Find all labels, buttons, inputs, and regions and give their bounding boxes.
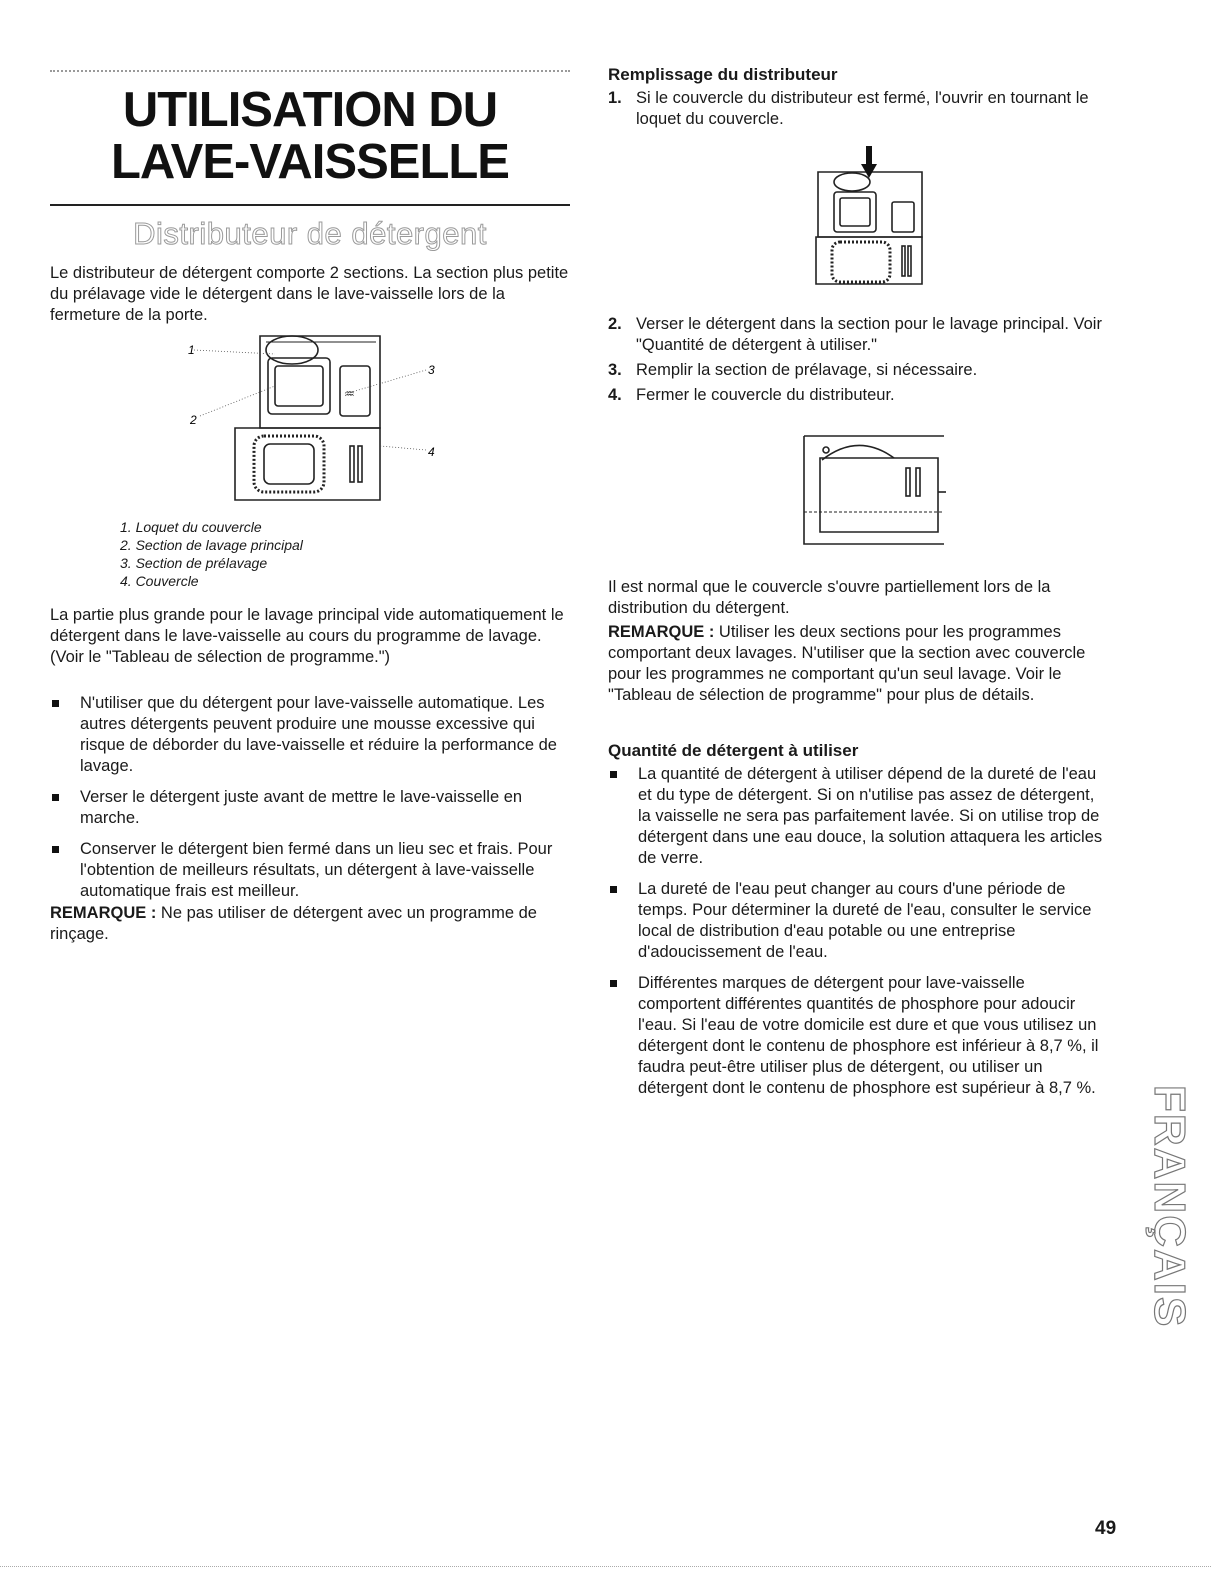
remark-text: Ne pas utiliser de détergent avec un programme de rinçage. [50,904,537,943]
list-item [608,764,1108,869]
main-wash-paragraph: La partie plus grande pour le lavage principal vide automatiquement le détergent dans le lave-vaisselle au cours du programme de lavage. (Voir le "Tableau de sélection de programme.") [50,606,564,666]
list-item [608,360,1118,381]
caption-list [120,518,303,590]
filling-heading: Remplissage du distributeur [608,65,838,84]
language-side-label [1145,1085,1200,1385]
page-number: 49 [1095,1518,1117,1539]
list-item [608,973,1108,1099]
quantity-heading: Quantité de détergent à utiliser [608,741,859,760]
callout-2: 2 [190,413,197,427]
list-item-text: N'utiliser que du détergent pour lave-vaisselle automatique. Les autres détergents peuvent produire une mousse excessive qui risque de déborder du lave-vaisselle et réduire la performance de lavage. [80,694,557,775]
remark-left [50,903,570,945]
bullet-icon [52,794,59,801]
quantity-list [608,764,1108,1109]
title-line-2: LAVE-VAISSELLE [110,135,509,189]
callout-3: 3 [428,363,435,377]
bullet-icon [52,700,59,707]
bottom-dotted-rule [0,1566,1211,1567]
top-dotted-rule [50,70,570,72]
list-item [608,879,1108,963]
list-item-text: Différentes marques de détergent pour lave-vaisselle comportent différentes quantités de phosphore pour adoucir l'eau. Si l'eau de votre domicile est dure et que vous utilisez un détergent dont le contenu de phosphore est inférieur à 8,7 %, il faudra peut-être utiliser plus de détergent, ou utiliser un détergent dont le contenu de phosphore est supérieur à 8,7 %. [638,974,1099,1097]
list-item-text: La dureté de l'eau peut changer au cours d'une période de temps. Pour déterminer la dureté de l'eau, consulter le service local de distribution d'eau potable ou une entreprise d'adoucissement de l'eau. [638,880,1092,961]
step-number: 3. [608,361,622,379]
remark-label: REMARQUE : [50,904,157,922]
list-item-text: La quantité de détergent à utiliser dépend de la dureté de l'eau et du type de détergent. Si on n'utilise pas assez de détergent, la vaisselle ne sera pas parfaitement lavée. Si on utilise trop de détergent dans une eau douce, la solution attaquera les articles de verre. [638,765,1103,867]
list-item-text: Conserver le détergent bien fermé dans un lieu sec et frais. Pour l'obtention de meilleurs résultats, un détergent à lave-vaisselle automatique frais est meilleur. [80,840,553,900]
step-number: 4. [608,386,622,404]
dispenser-closed-illustration [798,428,950,550]
svg-text:♒: ♒ [344,387,355,401]
list-item [608,88,1108,130]
normal-open-paragraph: Il est normal que le couvercle s'ouvre partiellement lors de la distribution du détergent. [608,578,1051,617]
remark-label: REMARQUE : [608,623,715,641]
step-text: Verser le détergent dans la section pour le lavage principal. Voir "Quantité de détergent à utiliser." [636,315,1102,354]
caption-2: 2. Section de lavage principal [120,537,303,553]
callout-4: 4 [428,445,435,459]
list-item [608,385,1118,406]
caption-4: 4. Couvercle [120,573,199,589]
bullet-icon [610,980,617,987]
caption-1: 1. Loquet du couvercle [120,519,262,535]
steps-2-4 [608,314,1118,410]
title-rule [50,204,570,206]
list-item-text: Verser le détergent juste avant de mettre le lave-vaisselle en marche. [80,788,523,827]
bullet-icon [610,886,617,893]
dispenser-latch-illustration [812,142,932,290]
title-line-1: UTILISATION DU [122,83,498,137]
step-number: 1. [608,89,622,107]
detergent-tips-list [50,693,570,912]
list-item [50,839,570,902]
remark-right [608,622,1108,706]
step-text: Remplir la section de prélavage, si nécessaire. [636,361,978,379]
dispenser-open-illustration [180,328,440,508]
bullet-icon [610,771,617,778]
side-label-text: FRANÇAIS [1145,1085,1194,1329]
list-item [608,314,1118,356]
step-1 [608,88,1108,134]
bullet-icon [52,846,59,853]
remark-text: Utiliser les deux sections pour les programmes comportant deux lavages. N'utiliser que la section avec couvercle pour les programmes ne comportant qu'un seul lavage. Voir le "Tableau de sélection de programme" pour plus de détails. [608,623,1086,704]
page-title [50,84,570,188]
step-text: Fermer le couvercle du distributeur. [636,386,895,404]
list-item [50,693,570,777]
intro-paragraph: Le distributeur de détergent comporte 2 sections. La section plus petite du prélavage vide le détergent dans le lave-vaisselle lors de la fermeture de la porte. [50,264,569,324]
list-item [50,787,570,829]
step-number: 2. [608,315,622,333]
step-text: Si le couvercle du distributeur est fermé, l'ouvrir en tournant le loquet du couvercle. [636,89,1089,128]
caption-3: 3. Section de prélavage [120,555,268,571]
section-heading: Distributeur de détergent [133,216,487,251]
callout-1: 1 [188,343,195,357]
